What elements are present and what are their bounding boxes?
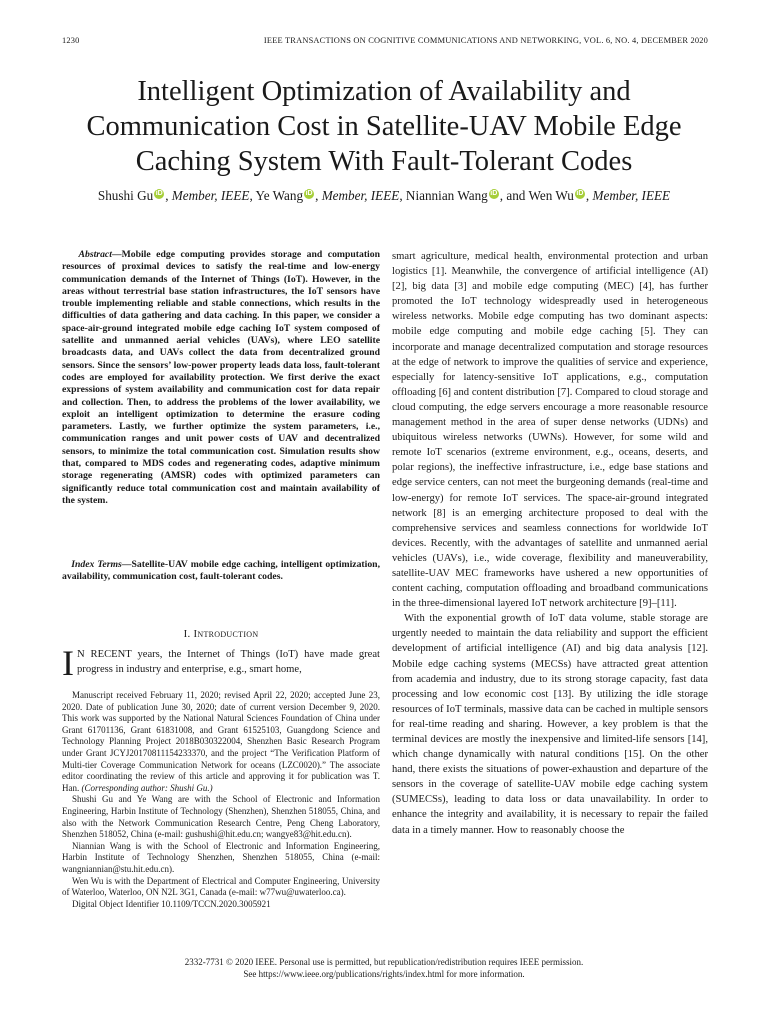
author-conjunction: and [506,188,526,203]
copyright-notice [40,956,728,980]
abstract-text: —Mobile edge computing provides storage and computation resources of proximal devices to satisfy the real-time and low-energy communication demands of the Internet of Things (IoT). However, in the areas without terrestrial base station infrastructures, the IoT sensors have trouble implementing reliable and stable connections, which results in the difficulties of data gathering and data caching. In this paper, we consider a space-air-ground integrated mobile edge caching IoT system composed of satellite and unmanned aerial vehicles (UAVs), where LEO satellite broadcasts data, and UAVs collect the data from decentralized ground sensors. Since the sensors’ low-power property leads data loss, fault-tolerant codes are employed for availability protection. We first derive the exact expressions of system availability and communication cost for data repair and collection. Then, to address the problems of the lower availability, we exploit an intelligent optimization to determine the erasure coding parameters. Lastly, we further optimize the system parameters, i.e., communication ranges and unit power costs of UAV and decentralized sensors, to minimize the total communication cost. Simulation results show that, compared to MDS codes and regenerating codes, adaptive minimum storage regenerating (AMSR) codes with optimized parameters can significantly reduce total communication cost and maintain availability of the system. [62,249,380,506]
right-column [392,249,708,838]
title-line: Intelligent Optimization of Availability and [137,76,631,107]
section-number: I. [183,628,191,640]
author-name: Ye Wang [255,188,304,203]
orcid-icon[interactable]: iD [305,190,313,197]
intro-text: N RECENT years, the Internet of Things (IoT) have made great progress in industry and enterprise, e.g., smart home, [77,649,380,676]
page-number: 1230 [62,36,80,45]
orcid-icon[interactable]: iD [490,190,498,197]
section-heading [62,628,380,640]
author-name: Wen Wu [528,188,574,203]
author-role: Member, IEEE [592,188,671,203]
footnote-affiliation: Shushi Gu and Ye Wang are with the School of Electronic and Information Engineering, Harbin Institute of Technology (Shenzhen), Shenzhen 518055, China, and also with the Network Communication Research Centre, Peng Cheng Laboratory, Shenzhen 518052, China (e-mail: gushushi@hit.edu.cn; wangye83@hit.edu.cn). [62,794,380,840]
author-name: Niannian Wang [405,188,488,203]
running-header [62,36,708,45]
paper-title [40,74,728,179]
copyright-line: 2332-7731 © 2020 IEEE. Personal use is permitted, but republication/redistribution requires IEEE permission. [184,957,584,967]
author-role: Member, IEEE [321,188,400,203]
section-title: Introduction [193,628,259,640]
author-role: Member, IEEE [171,188,250,203]
title-line: Communication Cost in Satellite-UAV Mobile Edge [86,111,682,142]
orcid-icon[interactable]: iD [155,190,163,197]
body-paragraph: With the exponential growth of IoT data volume, stable storage are urgently needed to maintain the data reliability and support the efficient development of artificial intelligence (AI) and big data analysis [12]. Mobile edge caching systems (MECSs) have attracted great attention from academia and industry, due to its strong storage capacity, fast data processing and low economic cost [13]. By utilizing the idle storage resources of IoT terminals, massive data can be cached in multiple sensors for real-time reading and sharing. However, a key problem is that the terminal devices are mostly the inexpensive and limited-life sensors [14], which change dynamically with natural conditions [15]. On the other hand, there exists the situations of power-exhaustion and departure of the sensors in the coverage of satellite-UAV mobile edge caching system (SUMECSs), leading to data loss or data unavailability. In order to enhance the integrity and availability, it is necessary to repair the failed data in a timely manner. How to reasonably choose the [392,613,708,836]
rights-link[interactable]: See https://www.ieee.org/publications/rights/index.html for more information. [243,969,525,979]
title-line: Caching System With Fault-Tolerant Codes [135,146,633,177]
index-terms-text: —Satellite-UAV mobile edge caching, intelligent optimization, availability, communication cost, fault-tolerant codes. [62,559,380,583]
body-paragraph: smart agriculture, medical health, environmental protection and urban logistics [1]. Meanwhile, the convergence of artificial intelligence (AI) [2], big data [3] and mobile edge computing (MEC) [4], has further promoted the IoT technology widespreadly used in heterogeneous wireless networks. Mobile edge computing has two dominant aspects: mobile edge computing and mobile edge caching [5]. They can incorporate and manage decentralized computation and storage resources at the edge of network to improve the qualities of service and experience, especially for latency-sensitive IoT applications, e.g., computation offloading [6] and content distribution [7]. Compared to cloud storage and cloud computing, the edge servers encourage a more reasonable resource management method in the area of super dense networks (UDNs) and ubiquitous wireless networks (UWNs). However, for some wild and remote IoT scenarios (extreme environment, e.g., oceans, deserts, and polar regions), the ineffective infrastructure, i.e., edge base stations and edge service centers, can not meet the burgeoning demands (real-time and low-energy) for remote IoT services. The space-air-ground integrated network [8] is an emerging architecture proposed to deal with the comprehensive services and seamless connections for worldwide IoT devices. Recently, with the advantages of satellite and unmanned aerial vehicles (UAVs), i.e., wide coverage, flexibility and maneuverability, satellite-UAV MEC frameworks have ushered a new opportunities of content caching, computation offloading and broadband communications in the three-dimensional layered IoT network architecture [9]–[11]. [392,251,708,610]
abstract-label: Abstract [78,249,112,260]
index-terms [62,559,380,584]
index-terms-label: Index Terms [71,559,122,570]
author-list: Shushi Gu iD , Member, IEEE, Ye Wang iD , Member, IEEE, Niannian Wang iD , and Wen Wu iD , Member, IEEE [97,188,671,203]
journal-name: IEEE TRANSACTIONS ON COGNITIVE COMMUNICATIONS AND NETWORKING, VOL. 6, NO. 4, DECEMBER 2020 [263,36,708,45]
footnote-affiliation: Wen Wu is with the Department of Electrical and Computer Engineering, University of Waterloo, Waterloo, ON N2L 3G1, Canada (e-mail: w77wu@uwaterloo.ca). [62,875,380,898]
footnote-doi: Digital Object Identifier 10.1109/TCCN.2020.3005921 [72,898,271,909]
intro-paragraph [62,643,380,683]
footnote-corresponding: (Corresponding author: Shushi Gu.) [81,782,213,793]
author-name: Shushi Gu [97,188,154,203]
drop-cap: I [62,643,74,683]
abstract [62,249,380,507]
footnotes [62,690,380,910]
footnote-manuscript: Manuscript received February 11, 2020; revised April 22, 2020; accepted June 23, 2020. Date of publication June 30, 2020; date of current version December 9, 2020. This work was supported by the National Natural Sciences Foundation of China under Grant 61701136, Grant 61831008, and Grant 61525103, Guangdong Science and Technology Planning Project 2018B030322004, Shenzhen Basic Research Program under Grant JCYJ20170811154233370, and the project “The Verification Platform of Multi-tier Coverage Communication Network for oceans (LZC0020).” The associate editor coordinating the review of this article and approving it for publication was T. Han. [62,690,380,793]
orcid-icon[interactable]: iD [576,190,584,197]
footnote-affiliation: Niannian Wang is with the School of Electronic and Information Engineering, Harbin Institute of Technology Shenzhen, Shenzhen 518055, China (e-mail: wangniannian@stu.hit.edu.cn). [62,840,380,874]
